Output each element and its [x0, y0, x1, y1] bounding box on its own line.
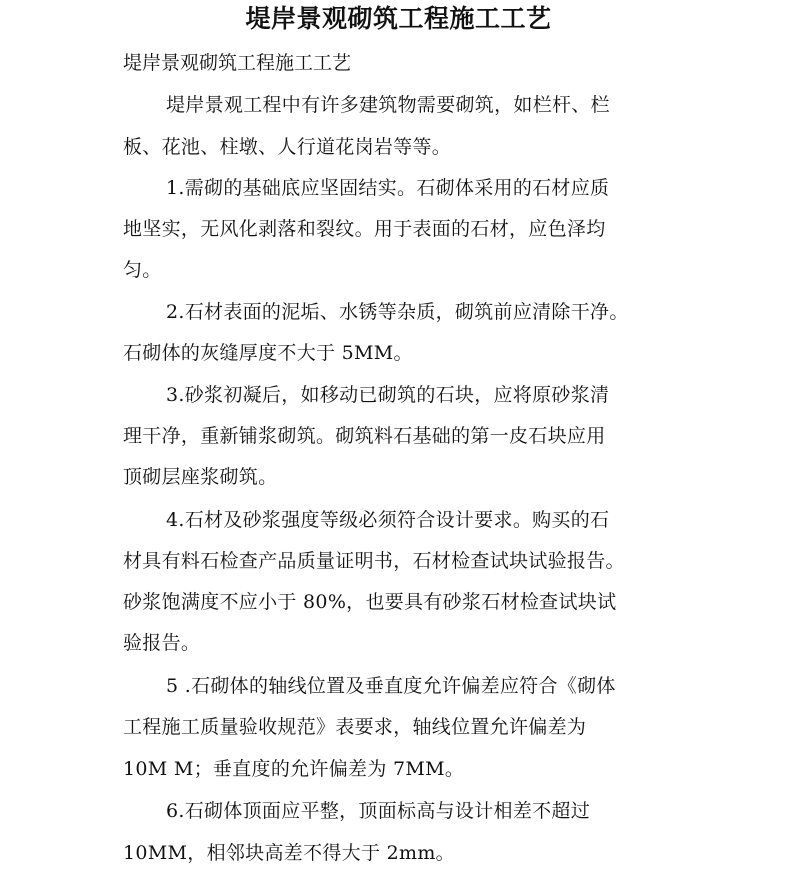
- text-line: 5 .石砌体的轴线位置及垂直度允许偏差应符合《砌体: [166, 675, 616, 697]
- text-line: 匀。: [123, 259, 162, 281]
- document-title: 堤岸景观砌筑工程施工工艺: [245, 4, 552, 33]
- text-line: 3.砂浆初凝后，如移动已砌筑的石块，应将原砂浆清: [166, 384, 610, 406]
- text-line: 验报告。: [123, 632, 201, 654]
- text-line: 顶砌层座浆砌筑。: [123, 466, 278, 488]
- text-line: 砂浆饱满度不应小于 80%，也要具有砂浆石材检查试块试: [123, 591, 617, 613]
- text-line: 石砌体的灰缝厚度不大于 5MM。: [123, 342, 413, 364]
- text-line: 6.石砌体顶面应平整，顶面标高与设计相差不超过: [166, 800, 591, 822]
- text-line: 地坚实，无风化剥落和裂纹。用于表面的石材，应色泽均: [123, 218, 606, 240]
- text-line: 2.石材表面的泥垢、水锈等杂质，砌筑前应清除干净。: [166, 301, 629, 323]
- text-line: 理干净，重新铺浆砌筑。砌筑料石基础的第一皮石块应用: [123, 425, 606, 447]
- text-line: 4.石材及砂浆强度等级必须符合设计要求。购买的石: [166, 509, 610, 531]
- text-line: 堤岸景观工程中有许多建筑物需要砌筑，如栏杆、栏: [166, 94, 610, 116]
- text-line: 1.需砌的基础底应坚固结实。石砌体采用的石材应质: [166, 177, 610, 199]
- document-subtitle: 堤岸景观砌筑工程施工工艺: [123, 52, 352, 74]
- text-line: 工程施工质量验收规范》表要求，轴线位置允许偏差为: [123, 716, 587, 738]
- text-line: 10M M；垂直度的允许偏差为 7MM。: [123, 758, 465, 780]
- text-line: 材具有料石检查产品质量证明书，石材检查试块试验报告。: [123, 550, 625, 572]
- text-line: 10MM，相邻块高差不得大于 2mm。: [123, 842, 455, 864]
- text-line: 板、花池、柱墩、人行道花岗岩等等。: [123, 136, 452, 158]
